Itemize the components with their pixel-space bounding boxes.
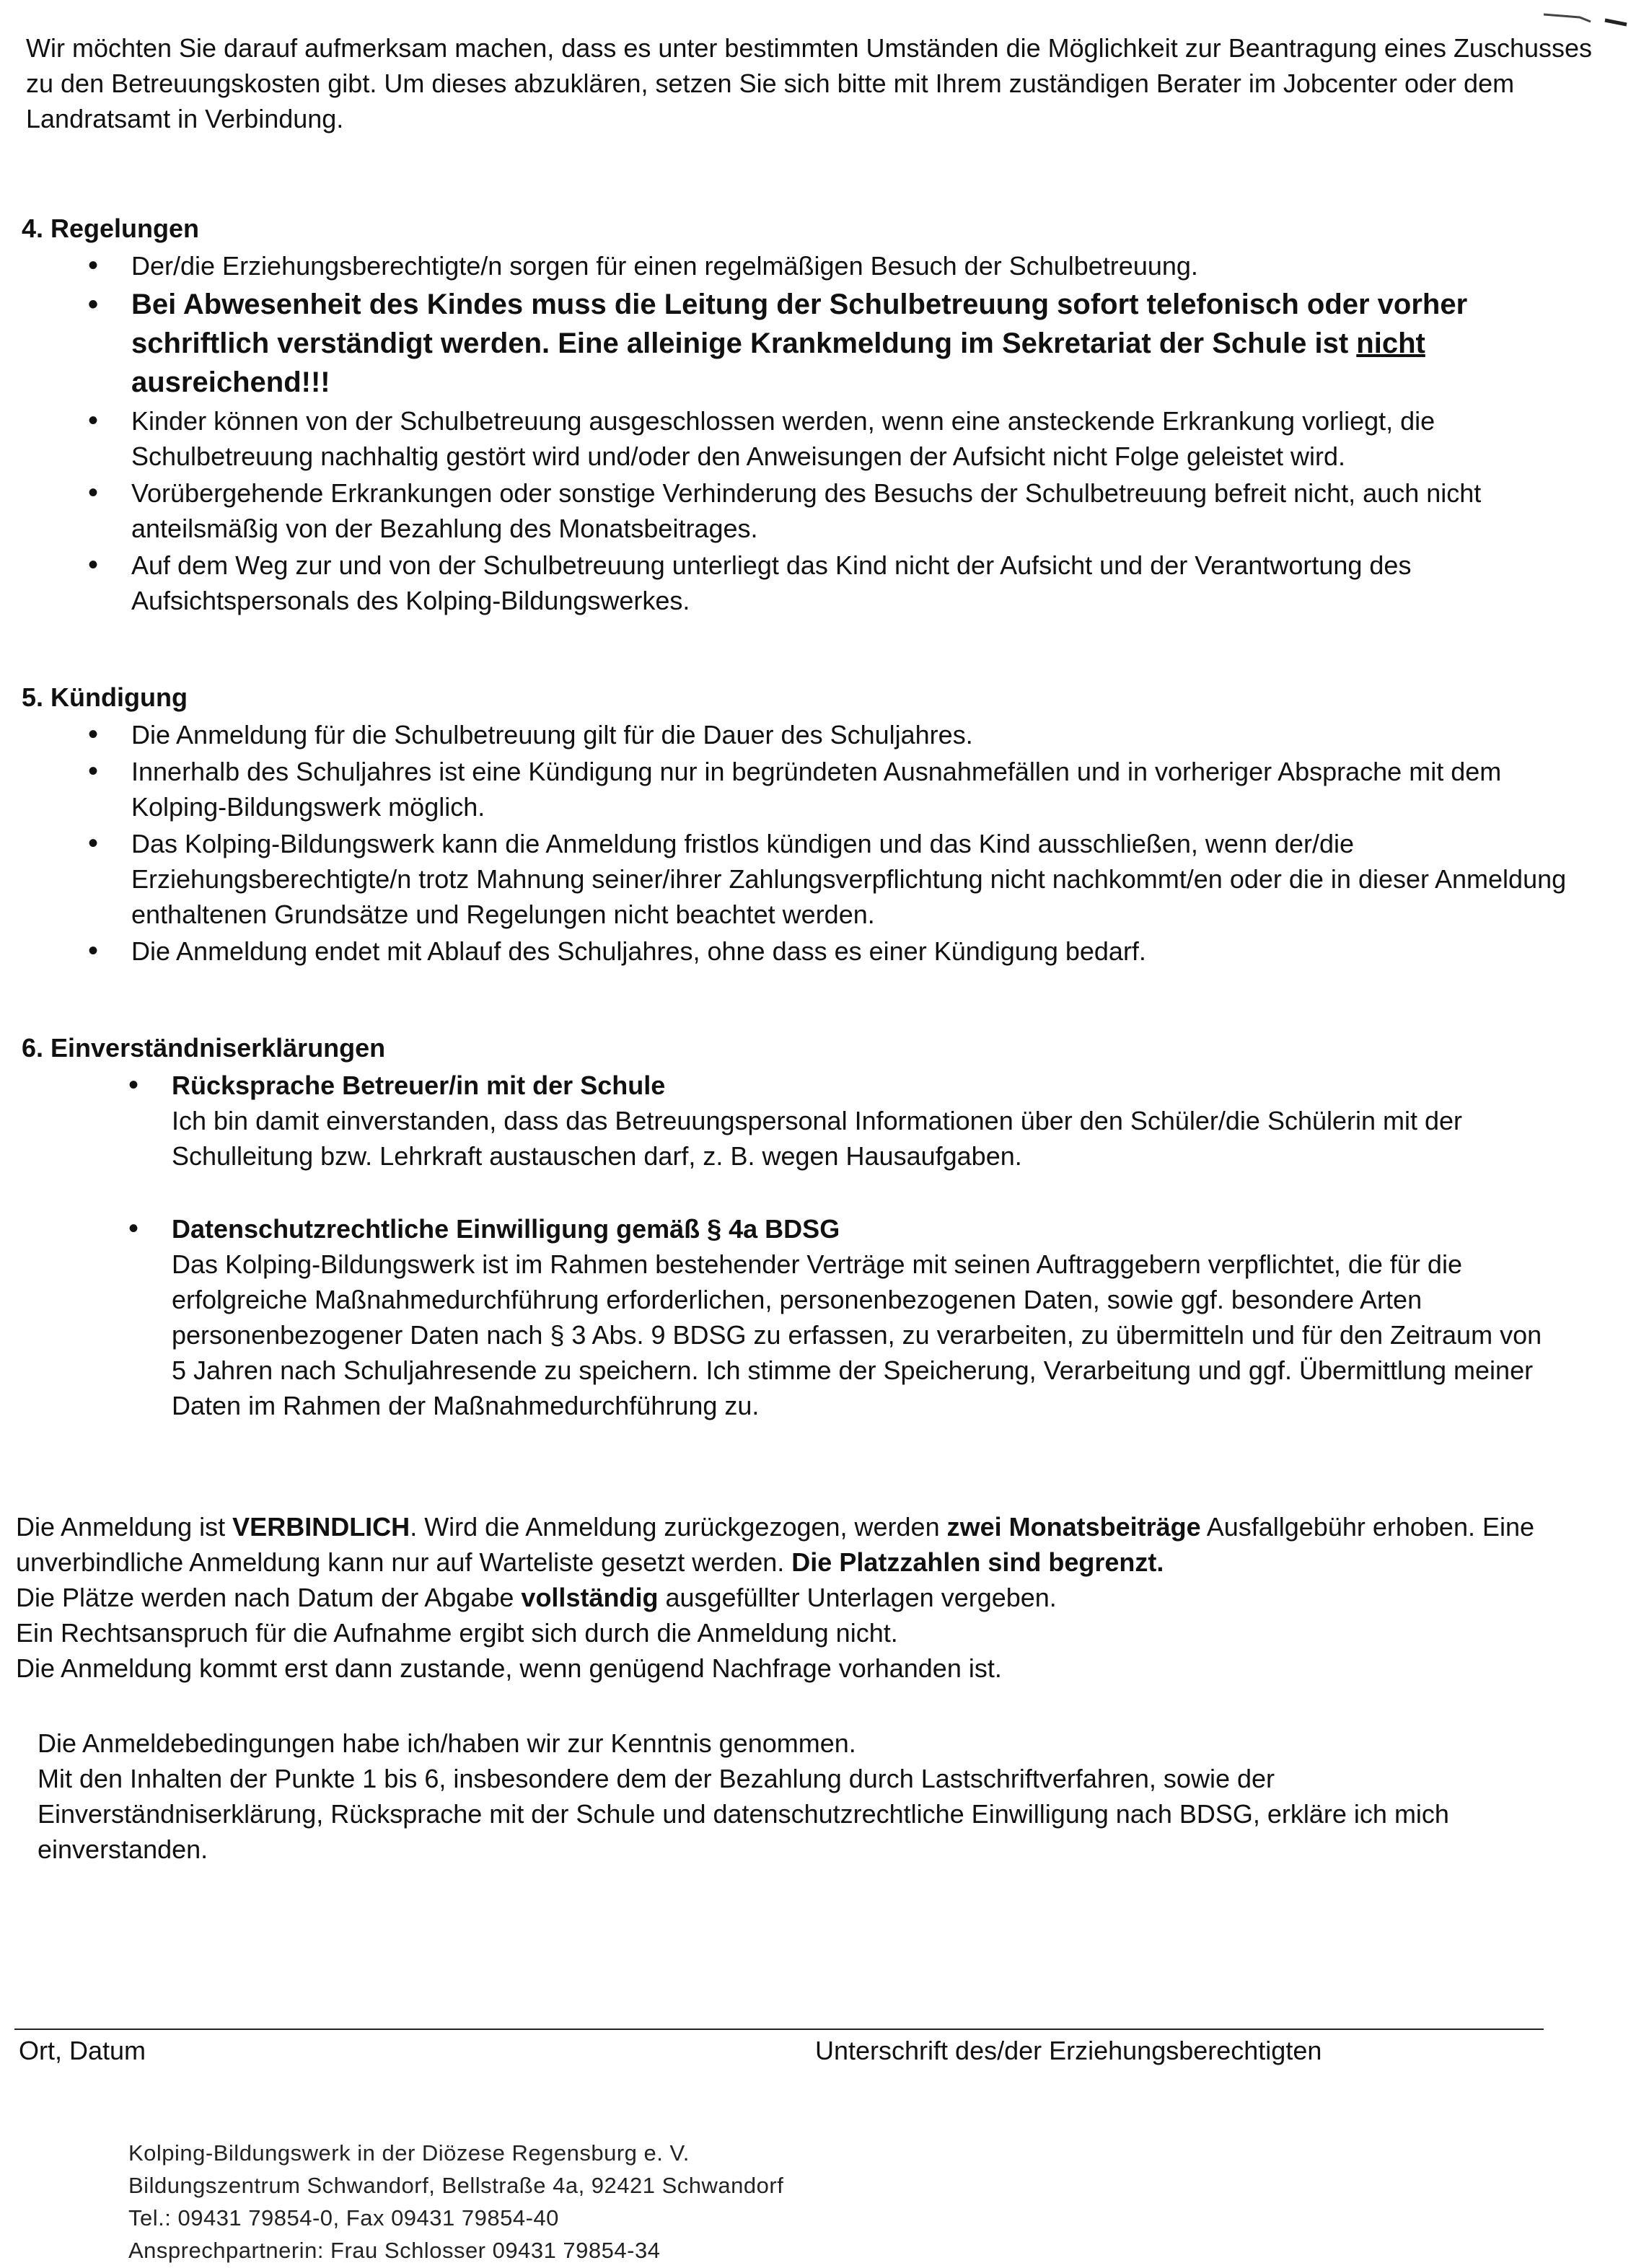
consent-data-heading: • Datenschutzrechtliche Einwilligung gemäß § 4a BDSG xyxy=(172,1214,840,1244)
section-4-item: • Der/die Erziehungsberechtigte/n sorgen für einen regelmäßigen Besuch der Schulbetreuung. xyxy=(79,248,1601,284)
signature-line xyxy=(14,2029,1544,2030)
section-4-item: • Kinder können von der Schulbetreuung ausgeschlossen werden, wenn eine ansteckende Erkrankung vorliegt, die Schulbetreuung nachhaltig gestört wird und/oder den Anweisungen der Aufsicht nicht Folge geleistet wird. xyxy=(79,403,1601,474)
binding-text: . Wird die Anmeldung zurückgezogen, werden xyxy=(410,1512,947,1542)
place-date-label: Ort, Datum xyxy=(19,2036,146,2065)
consent-school-heading: • Rücksprache Betreuer/in mit der Schule xyxy=(172,1071,666,1100)
consent-item-school xyxy=(120,1068,1548,1174)
absence-text-end: ausreichend!!! xyxy=(131,366,330,398)
binding-notice xyxy=(16,1509,1603,1686)
section-5-title: 5. Kündigung xyxy=(22,682,188,712)
scan-artifact-mark xyxy=(1536,7,1630,29)
binding-notice-paragraph xyxy=(16,1509,1603,1580)
footer-line: Bildungszentrum Schwandorf, Bellstraße 4a, 92421 Schwandorf xyxy=(128,2173,784,2198)
section-5-item: • Das Kolping-Bildungswerk kann die Anmeldung fristlos kündigen und das Kind ausschließen, wenn der/die Erziehungsberechtigte/n trotz Mahnung seiner/ihrer Zahlungsverpflichtung nicht nachkommt/en oder die in dieser Anmeldung enthaltenen Grundsätze und Regelungen nicht beachtet werden. xyxy=(79,826,1601,932)
intro-paragraph: Wir möchten Sie darauf aufmerksam machen, dass es unter bestimmten Umständen die Möglichkeit zur Beantragung eines Zuschusses zu den Betreuungskosten gibt. Um dieses abzuklären, setzen Sie sich bitte mit Ihrem zuständigen Berater im Jobcenter oder dem Landratsamt in Verbindung. xyxy=(26,33,1593,133)
section-4-item: • Auf dem Weg zur und von der Schulbetreuung unterliegt das Kind nicht der Aufsicht und der Verantwortung des Aufsichtspersonals des Kolping-Bildungswerkes. xyxy=(79,548,1601,618)
section-4-list xyxy=(79,248,1601,620)
section-5-item: • Die Anmeldung endet mit Ablauf des Schuljahres, ohne dass es einer Kündigung bedarf. xyxy=(79,933,1601,969)
section-5-list xyxy=(79,717,1601,970)
acknowledgement-block xyxy=(38,1726,1523,1867)
binding-emphasis: VERBINDLICH xyxy=(232,1512,410,1542)
binding-emphasis: vollständig xyxy=(521,1583,659,1612)
absence-text: Bei Abwesenheit des Kindes muss die Leitung der Schulbetreuung sofort telefonisch oder vorher schriftlich verständigt werden. Eine alleinige Krankmeldung im Sekretariat der Schule ist xyxy=(131,289,1468,359)
section-6-title: 6. Einverständniserklärungen xyxy=(22,1033,386,1063)
footer-line: Ansprechpartnerin: Frau Schlosser 09431 79854-34 xyxy=(128,2238,661,2263)
binding-notice-line xyxy=(16,1580,1603,1615)
section-5-item: • Innerhalb des Schuljahres ist eine Kündigung nur in begründeten Ausnahmefällen und in vorheriger Absprache mit dem Kolping-Bildungswerk möglich. xyxy=(79,754,1601,825)
organization-footer xyxy=(128,2137,783,2267)
binding-notice-line: Ein Rechtsanspruch für die Aufnahme ergibt sich durch die Anmeldung nicht. xyxy=(16,1618,898,1648)
binding-text: Die Plätze werden nach Datum der Abgabe xyxy=(16,1583,522,1612)
binding-text: ausgefüllter Unterlagen vergeben. xyxy=(658,1583,1057,1612)
section-4-item-absence xyxy=(79,285,1601,402)
acknowledgement-line: Die Anmeldebedingungen habe ich/haben wir zur Kenntnis genommen. xyxy=(38,1728,856,1758)
consent-data-text: Das Kolping-Bildungswerk ist im Rahmen bestehender Verträge mit seinen Auftraggebern verpflichtet, die für die erfolgreiche Maßnahmedurchführung erforderlichen, personenbezogenen Daten, sowie ggf. besondere Arten personenbezogener Daten nach § 3 Abs. 9 BDSG zu erfassen, zu verarbeiten, zu übermitteln und für den Zeitraum von 5 Jahren nach Schuljahresende zu speichern. Ich stimme der Speicherung, Verarbeitung und ggf. Übermittlung meiner Daten im Rahmen der Maßnahmedurchführung zu. xyxy=(172,1249,1542,1420)
footer-line: Kolping-Bildungswerk in der Diözese Regensburg e. V. xyxy=(128,2140,690,2166)
section-4-item: • Vorübergehende Erkrankungen oder sonstige Verhinderung des Besuchs der Schulbetreuung befreit nicht, auch nicht anteilsmäßig von der Bezahlung des Monatsbeitrages. xyxy=(79,475,1601,546)
binding-emphasis: Die Platzzahlen sind begrenzt. xyxy=(791,1547,1164,1577)
binding-text: Ausfallgebühr erhoben. Eine unverbindliche Anmeldung kann nur auf Warteliste gesetzt werden. xyxy=(16,1512,1535,1577)
section-5-item: • Die Anmeldung für die Schulbetreuung gilt für die Dauer des Schuljahres. xyxy=(79,717,1601,752)
guardian-signature-label: Unterschrift des/der Erziehungsberechtigten xyxy=(815,2036,1322,2065)
absence-emphasis: nicht xyxy=(1356,328,1425,359)
binding-text: Die Anmeldung ist xyxy=(16,1512,233,1542)
consent-school-text: Ich bin damit einverstanden, dass das Betreuungspersonal Informationen über den Schüler/die Schülerin mit der Schulleitung bzw. Lehrkraft austauschen darf, z. B. wegen Hausaufgaben. xyxy=(172,1106,1463,1171)
section-6-list xyxy=(120,1068,1548,1425)
binding-emphasis: zwei Monatsbeiträge xyxy=(946,1512,1201,1542)
acknowledgement-line: Mit den Inhalten der Punkte 1 bis 6, insbesondere dem der Bezahlung durch Lastschriftverfahren, sowie der Einverständniserklärung, Rücksprache mit der Schule und datenschutzrechtliche Einwilligung nach BDSG, erkläre ich mich einverstanden. xyxy=(38,1764,1449,1864)
consent-item-data-protection xyxy=(120,1211,1548,1423)
section-4-title: 4. Regelungen xyxy=(22,214,200,243)
binding-notice-line: Die Anmeldung kommt erst dann zustande, wenn genügend Nachfrage vorhanden ist. xyxy=(16,1653,1002,1683)
footer-line: Tel.: 09431 79854-0, Fax 09431 79854-40 xyxy=(128,2205,559,2230)
